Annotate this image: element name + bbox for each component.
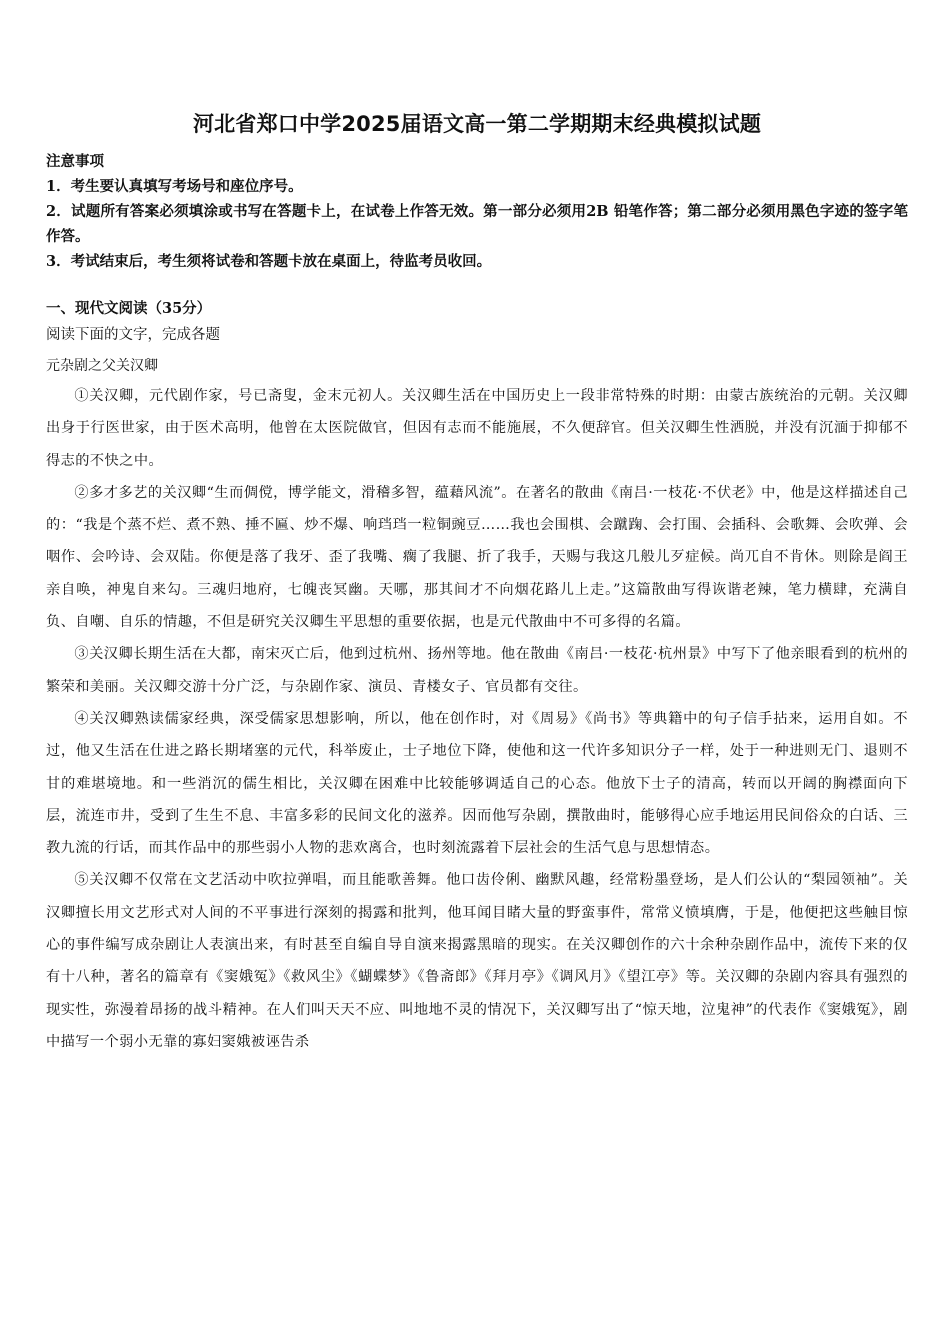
article-paragraph: ③关汉卿长期生活在大都，南宋灭亡后，他到过杭州、扬州等地。他在散曲《南吕·一枝花·杭州景》中写下了他亲眼看到的杭州的繁荣和美丽。关汉卿交游十分广泛，与杂剧作家、演员、青楼女子、官员都有交往。 <box>46 646 908 695</box>
article-paragraph: ②多才多艺的关汉卿“生而倜傥，博学能文，滑稽多智，蕴藉风流”。在著名的散曲《南吕·一枝花·不伏老》中，他是这样描述自己的：“我是个蒸不烂、煮不熟、捶不匾、炒不爆、响珰珰一粒铜豌豆……我也会围棋、会蹴踘、会打围、会插科、会歌舞、会吹弹、会咽作、会吟诗、会双陆。你便是落了我牙、歪了我嘴、瘸了我腿、折了我手，天赐与我这几般儿歹症候。尚兀自不肯休。则除是阎王亲自唤，神鬼自来勾。三魂归地府，七魄丧冥幽。天哪，那其间才不向烟花路儿上走。”这篇散曲写得诙谐老辣，笔力横肆，充满自负、自嘲、自乐的情趣，不但是研究关汉卿生平思想的重要依据，也是元代散曲中不可多得的名篇。 <box>46 484 908 631</box>
article-paragraph: ⑤关汉卿不仅常在文艺活动中吹拉弹唱，而且能歌善舞。他口齿伶俐、幽默风趣，经常粉墨登场，是人们公认的“梨园领袖”。关汉卿擅长用文艺形式对人间的不平事进行深刻的揭露和批判，他耳闻目睹大量的野蛮事件，常常义愤填膺，于是，他便把这些触目惊心的事件编写成杂剧让人表演出来，有时甚至自编自导自演来揭露黑暗的现实。在关汉卿创作的六十余种杂剧作品中，流传下来的仅有十八种，著名的篇章有《窦娥冤》《救风尘》《蝴蝶梦》《鲁斋郎》《拜月亭》《调风月》《望江亭》等。关汉卿的杂剧内容具有强烈的现实性，弥漫着昂扬的战斗精神。在人们叫天天不应、叫地地不灵的情况下，关汉卿写出了“惊天地，泣鬼神”的代表作《窦娥冤》，剧中描写一个弱小无靠的寡妇窦娥被诬告杀 <box>46 872 908 1050</box>
page-title: 河北省郑口中学2025届语文高一第二学期期末经典模拟试题 <box>192 112 762 136</box>
notice-item: 3．考试结束后，考生须将试卷和答题卡放在桌面上，待监考员收回。 <box>46 253 492 270</box>
article-title: 元杂剧之父关汉卿 <box>46 358 158 374</box>
notice-heading: 注意事项 <box>46 153 104 170</box>
section-heading: 一、现代文阅读（35分） <box>46 300 212 317</box>
section-instruction: 阅读下面的文字，完成各题 <box>46 327 220 343</box>
exam-page <box>46 108 908 1058</box>
notice-item: 1．考生要认真填写考场号和座位序号。 <box>46 178 303 195</box>
article-paragraph: ④关汉卿熟读儒家经典，深受儒家思想影响，所以，他在创作时，对《周易》《尚书》等典籍中的句子信手拈来，运用自如。不过，他又生活在仕进之路长期堵塞的元代，科举废止，士子地位下降，使他和这一代许多知识分子一样，处于一种进则无门、退则不甘的难堪境地。和一些消沉的儒生相比，关汉卿在困难中比较能够调适自己的心态。他放下士子的清高，转而以开阔的胸襟面向下层，流连市井，受到了生生不息、丰富多彩的民间文化的滋养。因而他写杂剧，撰散曲时，能够得心应手地运用民间俗众的白话、三教九流的行话，而其作品中的那些弱小人物的悲欢离合，也时刻流露着下层社会的生活气息与思想情态。 <box>46 710 908 857</box>
notice-item: 2．试题所有答案必须填涂或书写在答题卡上，在试卷上作答无效。第一部分必须用2B 铅笔作答；第二部分必须用黑色字迹的签字笔作答。 <box>46 203 908 245</box>
article-paragraph: ①关汉卿，元代剧作家，号已斋叟，金末元初人。关汉卿生活在中国历史上一段非常特殊的时期：由蒙古族统治的元朝。关汉卿出身于行医世家，由于医术高明，他曾在太医院做官，但因有志而不能施展，不久便辞官。但关汉卿生性洒脱，并没有沉湎于抑郁不得志的不快之中。 <box>46 388 908 469</box>
